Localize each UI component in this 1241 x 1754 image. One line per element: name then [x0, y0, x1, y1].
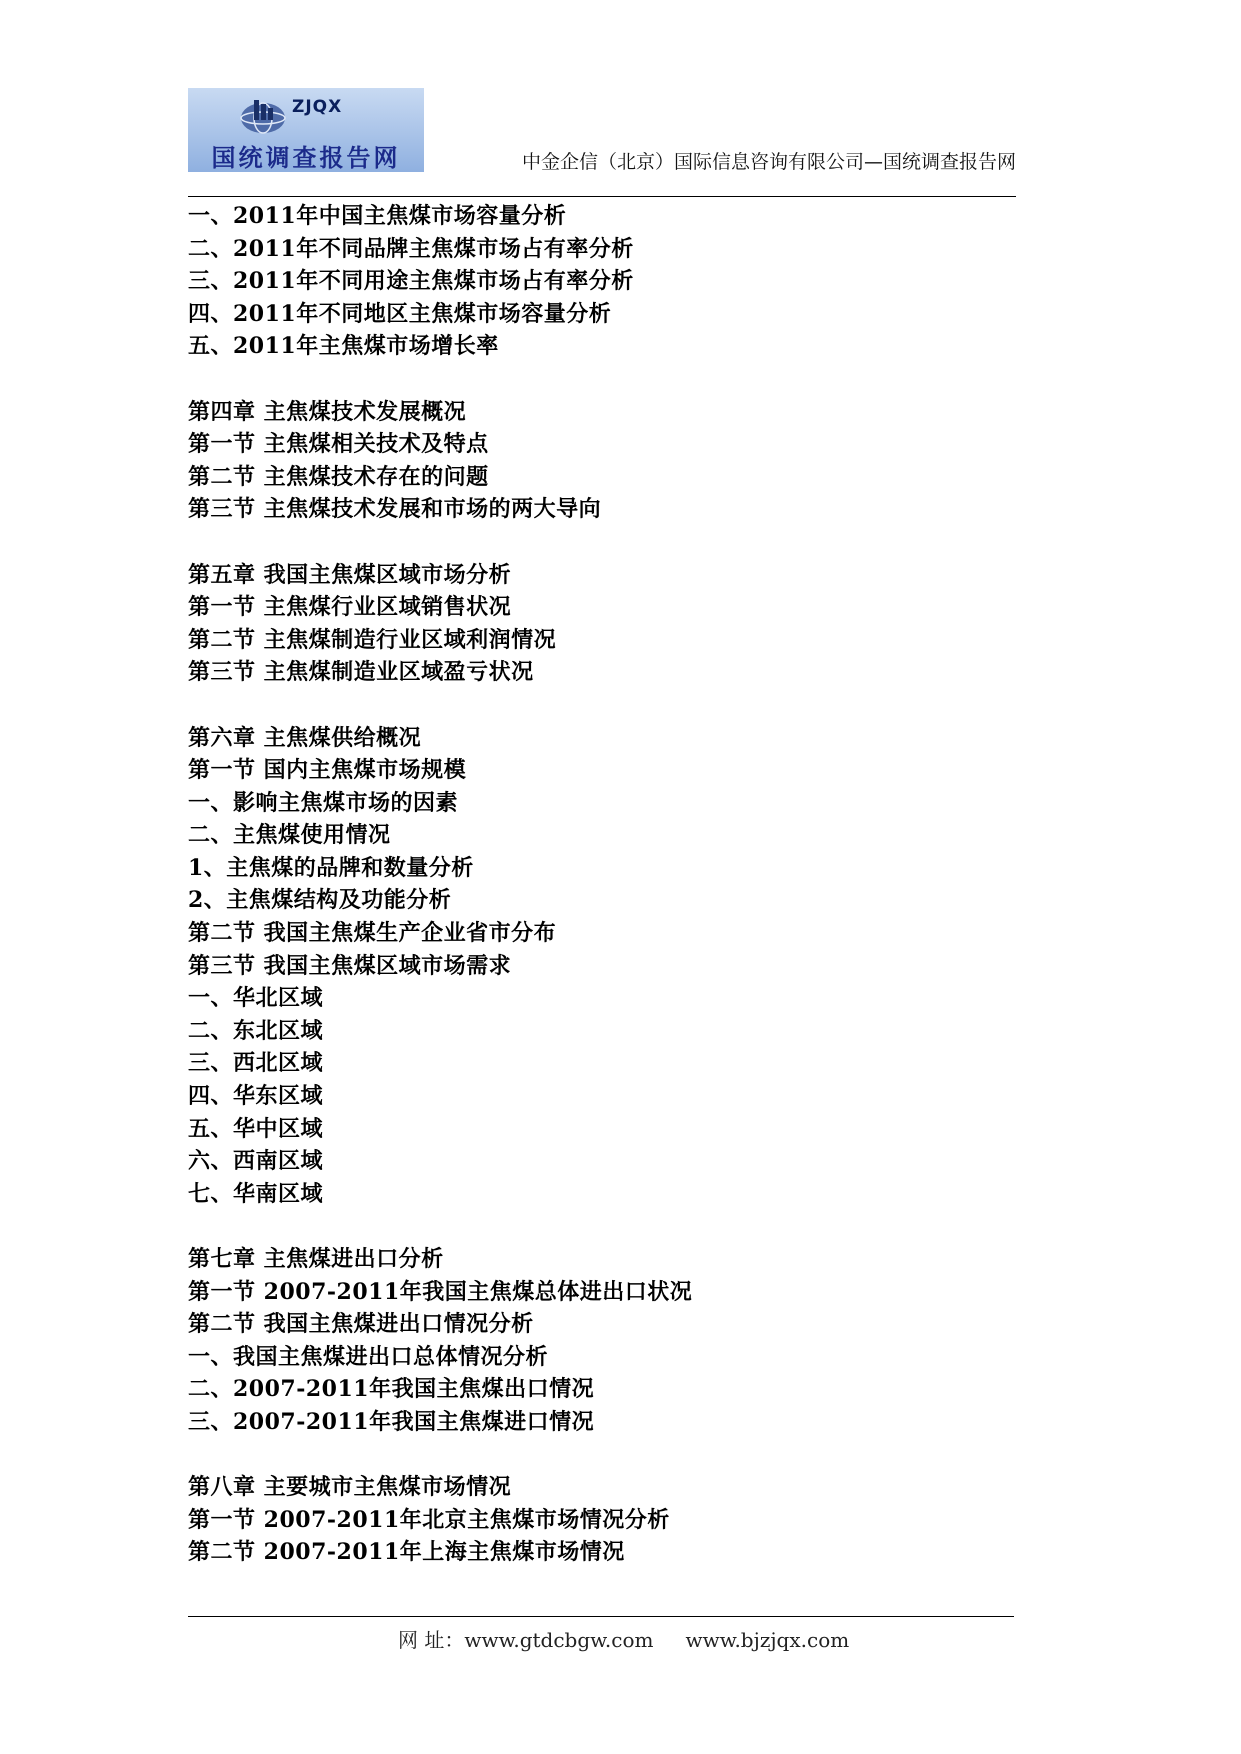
logo-title: 国统调查报告网	[211, 144, 401, 172]
toc-entry: 一、2011年中国主焦煤市场容量分析	[188, 203, 567, 229]
toc-entry: 第七章 主焦煤进出口分析	[188, 1246, 444, 1272]
toc-entry: 第四章 主焦煤技术发展概况	[188, 398, 467, 425]
toc-entry: 第一节 主焦煤行业区域销售状况	[188, 594, 512, 621]
toc-entry: 第八章 主要城市主焦煤市场情况	[188, 1474, 512, 1501]
toc-entry: 第二节 主焦煤技术存在的问题	[188, 463, 489, 490]
spacer	[188, 526, 1038, 559]
footer-divider	[188, 1616, 1014, 1617]
footer-label: 网 址：	[398, 1628, 465, 1652]
toc-entry: 二、2007-2011年我国主焦煤出口情况	[188, 1376, 595, 1403]
toc-entry: 第一节 2007-2011年北京主焦煤市场情况分析	[188, 1506, 670, 1533]
spacer	[188, 1210, 1038, 1243]
toc-entry: 三、西北区域	[188, 1050, 324, 1077]
toc-entry: 一、华北区域	[188, 985, 324, 1012]
page-footer	[188, 1616, 1014, 1652]
footer-url-1[interactable]: www.gtdcbgw.com	[464, 1628, 654, 1652]
toc-entry: 四、2011年不同地区主焦煤市场容量分析	[188, 300, 612, 327]
toc-entry: 第一节 2007-2011年我国主焦煤总体进出口状况	[188, 1278, 693, 1305]
logo-brand: ZJQX	[292, 97, 343, 117]
toc-entry: 第三节 主焦煤技术发展和市场的两大导向	[188, 496, 602, 523]
toc-entry: 二、主焦煤使用情况	[188, 822, 391, 849]
toc-entry: 1、主焦煤的品牌和数量分析	[188, 854, 474, 881]
spacer	[188, 689, 1038, 722]
toc-entry: 第二节 我国主焦煤生产企业省市分布	[188, 920, 557, 947]
toc-entry: 三、2011年不同用途主焦煤市场占有率分析	[188, 268, 634, 295]
toc-entry: 三、2007-2011年我国主焦煤进口情况	[188, 1408, 595, 1435]
toc-entry: 五、2011年主焦煤市场增长率	[188, 333, 499, 360]
company-logo	[188, 88, 424, 172]
spacer	[188, 363, 1038, 396]
page-header	[188, 88, 1016, 200]
toc-entry: 六、西南区域	[188, 1148, 324, 1175]
toc-entry: 第二节 我国主焦煤进出口情况分析	[188, 1311, 534, 1338]
header-divider	[188, 196, 1016, 197]
toc-entry: 四、华东区域	[188, 1083, 324, 1110]
toc-entry: 2、主焦煤结构及功能分析	[188, 887, 452, 914]
toc-entry: 一、影响主焦煤市场的因素	[188, 789, 459, 816]
toc-entry: 第二节 2007-2011年上海主焦煤市场情况	[188, 1539, 625, 1566]
toc-entry: 第一节 主焦煤相关技术及特点	[188, 431, 489, 458]
toc-entry: 二、2011年不同品牌主焦煤市场占有率分析	[188, 235, 634, 262]
toc-entry: 第二节 主焦煤制造行业区域利润情况	[188, 626, 557, 653]
company-name: 中金企信（北京）国际信息咨询有限公司—国统调查报告网	[521, 151, 1016, 173]
table-of-contents	[188, 200, 1038, 1569]
toc-entry: 第三节 主焦煤制造业区域盈亏状况	[188, 659, 534, 686]
spacer	[188, 1439, 1038, 1472]
toc-entry: 第一节 国内主焦煤市场规模	[188, 757, 467, 784]
footer-address	[398, 1624, 849, 1653]
toc-entry: 五、华中区域	[188, 1115, 324, 1142]
toc-entry: 第五章 我国主焦煤区域市场分析	[188, 561, 512, 588]
toc-entry: 二、东北区域	[188, 1017, 324, 1044]
toc-entry: 第六章 主焦煤供给概况	[188, 724, 422, 751]
globe-icon	[236, 96, 290, 136]
toc-entry: 一、我国主焦煤进出口总体情况分析	[188, 1343, 549, 1370]
toc-entry: 第三节 我国主焦煤区域市场需求	[188, 952, 512, 979]
footer-url-2[interactable]: www.bjzjqx.com	[685, 1628, 850, 1652]
toc-entry: 七、华南区域	[188, 1180, 324, 1207]
